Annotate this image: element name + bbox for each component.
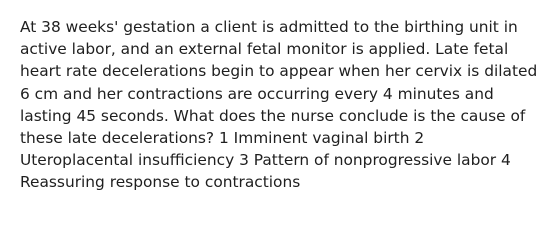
question-text: At 38 weeks' gestation a client is admitted to the birthing unit in active labor, and an external fetal monitor is applied. Late fetal heart rate decelerations begin to appear when her cervix is dilated 6 cm and her contractions are occurring every 4 minutes and lasting 45 seconds. What does the nurse conclude is the cause of these late decelerations? 1 Imminent vaginal birth 2 Uteroplacental insufficiency 3 Pattern of nonprogressive labor 4 Reassuring response to contractions — [20, 18, 538, 192]
